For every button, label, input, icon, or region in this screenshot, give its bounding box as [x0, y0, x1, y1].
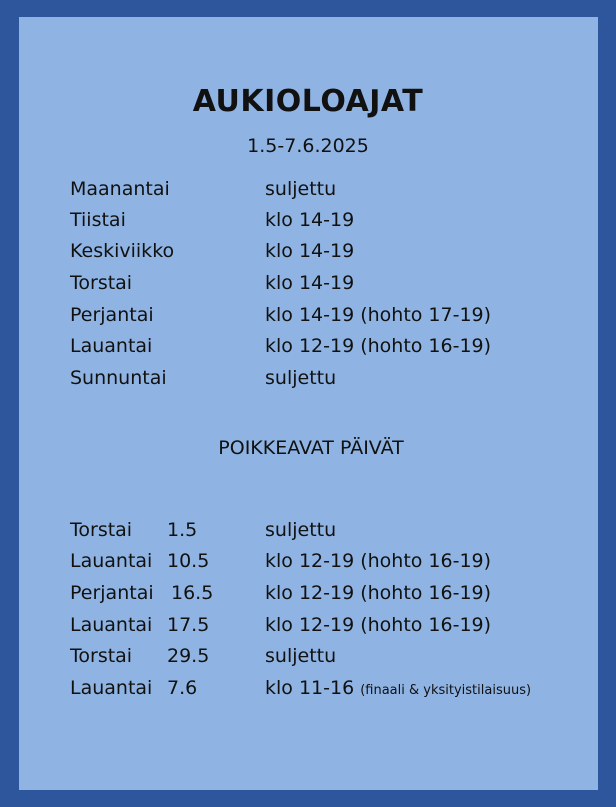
exception-row — [0, 548, 616, 574]
weekly-row — [0, 365, 616, 391]
exception-hours: klo 12-19 (hohto 16-19) — [265, 582, 492, 604]
opening-hours: klo 14-19 — [265, 240, 355, 262]
exception-hours-wrap — [265, 675, 531, 704]
opening-hours: klo 14-19 — [265, 209, 355, 231]
weekly-row — [0, 302, 616, 328]
weekday-label: Tiistai — [70, 209, 126, 231]
exception-day: Torstai — [70, 519, 133, 541]
exception-hours: suljettu — [265, 519, 337, 541]
period-dates: 1.5-7.6.2025 — [247, 135, 369, 157]
weekday-label: Maanantai — [70, 178, 170, 200]
exception-day: Perjantai — [70, 582, 154, 604]
weekly-row — [0, 207, 616, 233]
weekday-label: Keskiviikko — [70, 240, 175, 262]
opening-hours: suljettu — [265, 367, 337, 389]
exceptions-heading: POIKKEAVAT PÄIVÄT — [218, 437, 404, 459]
exception-row — [0, 643, 616, 669]
weekday-label: Sunnuntai — [70, 367, 167, 389]
weekly-row — [0, 238, 616, 264]
exception-date: 29.5 — [167, 645, 210, 667]
opening-hours: klo 14-19 (hohto 17-19) — [265, 304, 492, 326]
exception-date: 10.5 — [167, 550, 210, 572]
exception-day: Lauantai — [70, 677, 153, 699]
opening-hours: klo 12-19 (hohto 16-19) — [265, 335, 492, 357]
weekly-row — [0, 333, 616, 359]
page-title: AUKIOLOAJAT — [192, 84, 424, 119]
weekday-label: Lauantai — [70, 335, 153, 357]
weekly-row — [0, 176, 616, 202]
weekday-label: Torstai — [70, 272, 133, 294]
exception-row — [0, 580, 616, 606]
exception-date: 7.6 — [167, 677, 198, 699]
exception-hours: klo 12-19 (hohto 16-19) — [265, 614, 492, 636]
exception-date: 16.5 — [171, 582, 214, 604]
exception-hours: klo 11-16 — [265, 677, 355, 699]
exception-day: Lauantai — [70, 614, 153, 636]
exception-date: 17.5 — [167, 614, 210, 636]
exception-row — [0, 612, 616, 638]
exception-row — [0, 675, 616, 701]
weekly-row — [0, 270, 616, 296]
opening-hours: suljettu — [265, 178, 337, 200]
opening-hours: klo 14-19 — [265, 272, 355, 294]
exception-hours: suljettu — [265, 645, 337, 667]
exception-hours: klo 12-19 (hohto 16-19) — [265, 550, 492, 572]
exception-note: (finaali & yksityistilaisuus) — [360, 683, 532, 698]
exception-day: Torstai — [70, 645, 133, 667]
exception-date: 1.5 — [167, 519, 198, 541]
exception-day: Lauantai — [70, 550, 153, 572]
exception-row — [0, 517, 616, 543]
weekday-label: Perjantai — [70, 304, 154, 326]
